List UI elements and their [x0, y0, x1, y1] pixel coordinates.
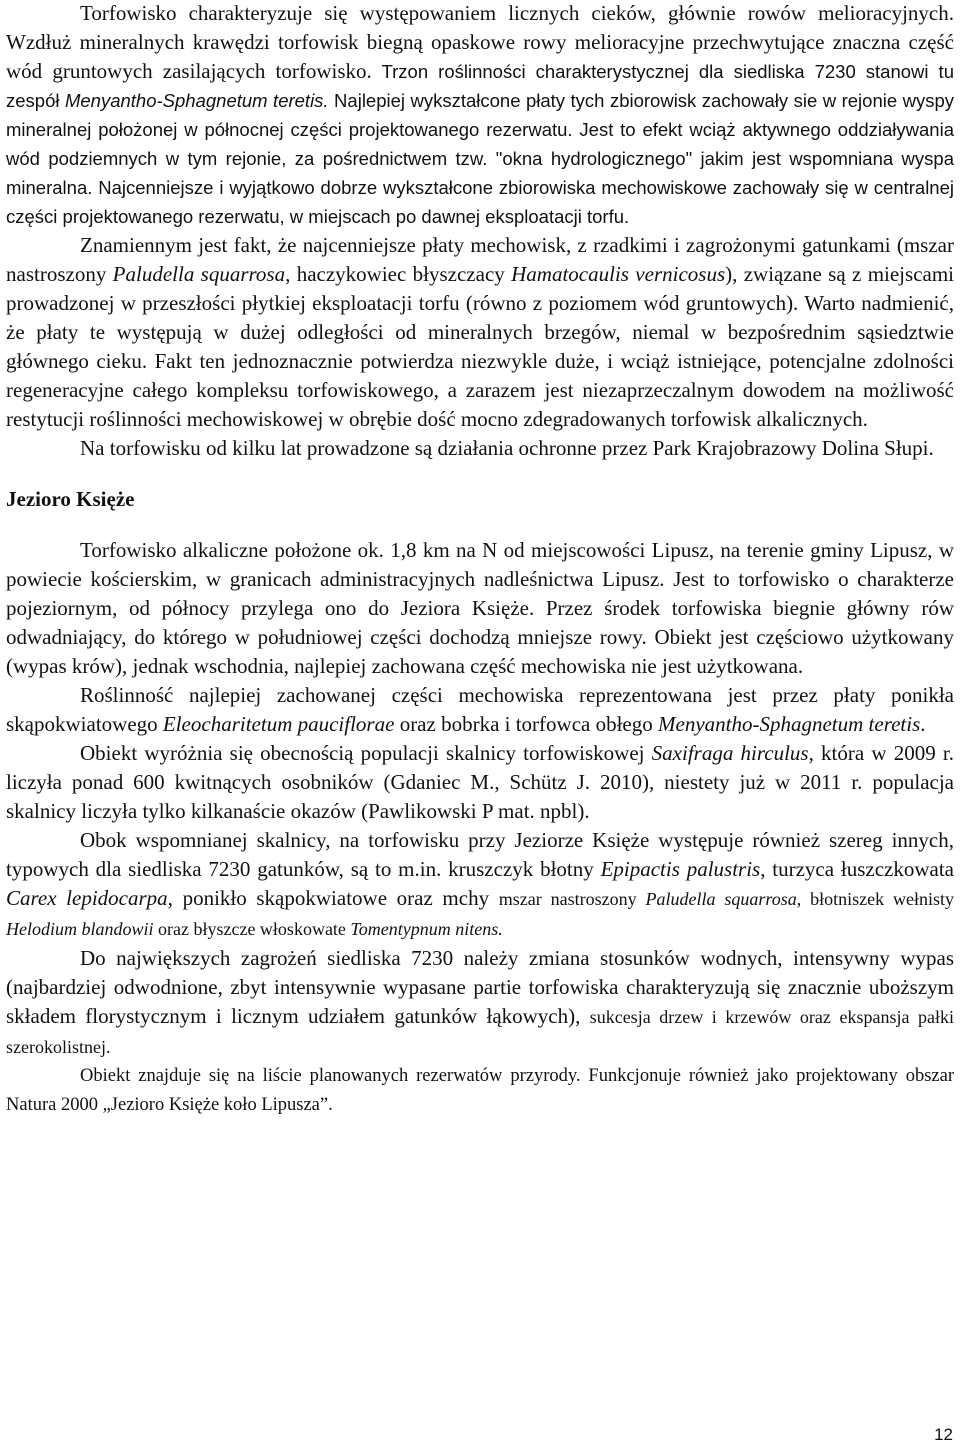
paragraph-2-text-c: , haczykowiec błyszczacy: [285, 262, 512, 286]
paragraph-1-text-d: Najlepiej wykształcone płaty tych zbiorowisk zachowały sie w rejonie wyspy mineralnej położonej w północnej części projektowanego rezerwatu. Jest to efekt wciąż aktywnego oddziaływania wód podziemnych w tym rejonie, za pośrednictwem tzw. "okna hydrologicznego" jakim jest wspomniana wyspa mineralna. Najcenniejsze i wyjątkowo dobrze wykształcone zbiorowiska mechowiskowe zachowały się w centralnej części projektowanego rezerwatu, w miejscach po dawnej eksploatacji torfu.: [6, 90, 955, 227]
paragraph-8-text-a: Do największych zagrożeń siedliska 7230 należy zmiana stosunków wodnych, intensywny wypas (najbardziej odwodnione, zbyt intensywnie wypasane partie torfowiska charakteryzują się znacznie uboższym składem florystycznym i licznym udziałem gatunków łąkowych),: [6, 946, 954, 1028]
paragraph-7-text-a: Obok wspomnianej skalnicy, na torfowisku przy Jeziorze Księże występuje również szereg innych, typowych dla siedliska 7230 gatunków, są to m.in. kruszczyk błotny: [6, 828, 954, 881]
paragraph-8-text-b: sukcesja drzew i krzewów oraz ekspansja pałki szerokolistnej.: [6, 1007, 955, 1057]
paragraph-6-text-a: Obiekt wyróżnia się obecnością populacji skalnicy torfowiskowej: [80, 741, 652, 765]
paragraph-2-text-e: ), związane są z miejscami prowadzonej w przeszłości płytkiej eksploatacji torfu (równo z poziomem wód gruntowych). Warto nadmienić, że płaty te występują w dużej odległości od mineralnych brzegów, niemal w bezpośrednim sąsiedztwie głównego cieku. Fakt ten jednoznacznie potwierdza niezwykle duże, i wciąż istniejące, potencjalne zdolności regeneracyjne całego kompleksu torfowiskowego, a zarazem jest niezaprzeczalnym dowodem na możliwość restytucji roślinności mechowiskowej w obrębie dość mocno zdegradowanych torfowisk alkalicznych.: [6, 262, 954, 431]
paragraph-2-species-1: Paludella squarrosa: [112, 262, 286, 286]
paragraph-7-species-4: Helodium blandowii: [6, 919, 154, 939]
paragraph-7-text-j: oraz błyszcze włoskowate: [153, 919, 351, 939]
paragraph-7: [6, 826, 954, 944]
document-body: [6, 0, 954, 1120]
section-heading: Jezioro Księże: [6, 487, 135, 511]
paragraph-7-species-3: Paludella squarrosa: [645, 889, 797, 909]
paragraph-1: [6, 0, 954, 231]
paragraph-7-species-2: Carex lepidocarpa: [6, 886, 168, 910]
paragraph-2-text-a: Znamiennym jest fakt, że najcenniejsze płaty mechowisk, z rzadkimi i zagrożonymi gatunkami (mszar nastroszony: [6, 233, 954, 286]
paragraph-4: Torfowisko alkaliczne położone ok. 1,8 km na N od miejscowości Lipusz, na terenie gminy Lipusz, w powiecie kościerskim, w granicach administracyjnych nadleśnictwa Lipusz. Jest to torfowisko o charakterze pojeziornym, od północy przylega ono do Jeziora Księże. Przez środek torfowiska biegnie główny rów odwadniający, do którego w południowej części dochodzą mniejsze rowy. Obiekt jest częściowo użytkowany (wypas krów), jednak wschodnia, najlepiej zachowana część mechowiska nie jest użytkowana.: [6, 538, 954, 678]
page-number: 12: [934, 1425, 953, 1444]
paragraph-3: Na torfowisku od kilku lat prowadzone są działania ochronne przez Park Krajobrazowy Dolina Słupi.: [80, 436, 934, 460]
paragraph-7-text-f: mszar nastroszony: [498, 889, 646, 909]
paragraph-7-text-h: , błotniszek wełnisty: [796, 889, 954, 909]
paragraph-7-text-e: , ponikło skąpokwiatowe oraz mchy: [167, 886, 499, 910]
paragraph-7-species-5: Tomentypnum nitens.: [350, 919, 503, 939]
paragraph-1-species: Menyantho-Sphagnetum teretis.: [64, 90, 329, 111]
paragraph-5-text-e: .: [920, 712, 926, 736]
paragraph-7-text-c: , turzyca łuszczkowata: [760, 857, 954, 881]
paragraph-1-text-b: Trzon roślinności charakterystycznej dla siedliska 7230 stanowi tu zespół: [6, 61, 954, 111]
paragraph-8: [6, 944, 954, 1062]
paragraph-5-species-1: Eleocharitetum pauciflorae: [162, 712, 395, 736]
paragraph-2: [6, 231, 954, 434]
paragraph-9: Obiekt znajduje się na liście planowanych rezerwatów przyrody. Funkcjonuje również jako projektowany obszar Natura 2000 „Jezioro Księże koło Lipusza”.: [6, 1066, 954, 1115]
paragraph-5-species-2: Menyantho-Sphagnetum teretis: [658, 712, 921, 736]
paragraph-5-text-a: Roślinność najlepiej zachowanej części mechowiska reprezentowana jest przez płaty ponikła skąpokwiatowego: [6, 683, 954, 736]
paragraph-6-species: Saxifraga hirculus: [651, 741, 809, 765]
paragraph-1-text-a: Torfowisko charakteryzuje się występowaniem licznych cieków, głównie rowów melioracyjnych. Wzdłuż mineralnych krawędzi torfowisk biegną opaskowe rowy melioracyjne przechwytujące znaczna część wód gruntowych zasilających torfowisko.: [6, 1, 954, 83]
paragraph-6: [6, 739, 954, 826]
paragraph-5-text-c: oraz bobrka i torfowca obłego: [394, 712, 659, 736]
paragraph-2-species-2: Hamatocaulis vernicosus: [511, 262, 726, 286]
paragraph-6-text-c: , która w 2009 r. liczyła ponad 600 kwitnących osobników (Gdaniec M., Schütz J. 2010), niestety już w 2011 r. populacja skalnicy liczyła tylko kilkanaście okazów (Pawlikowski P mat. npbl).: [6, 741, 954, 823]
paragraph-7-species-1: Epipactis palustris: [600, 857, 761, 881]
paragraph-5: [6, 681, 954, 739]
